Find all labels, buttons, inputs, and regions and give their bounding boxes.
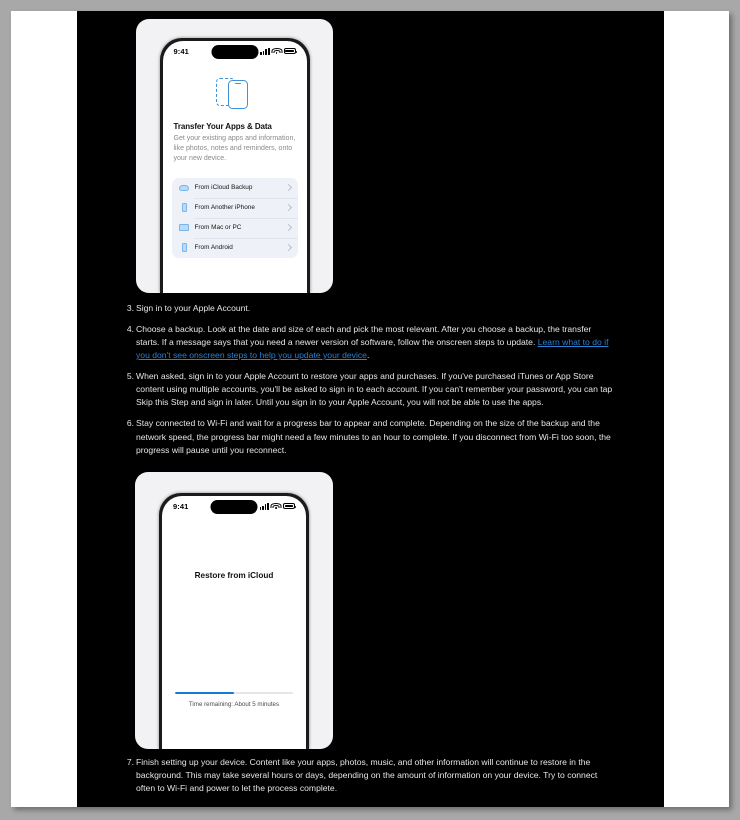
- step-number: 4.: [126, 324, 134, 335]
- iphone-screen: [162, 496, 306, 749]
- step-text-before-link: Choose a backup. Look at the date and size of each and pick the most relevant. After you choose a backup, the transfer starts. If a message says that you need a newer version of software, follow the onscreen steps to update.: [136, 324, 592, 348]
- step-text: Sign in to your Apple Account.: [136, 303, 251, 313]
- step-text: Stay connected to Wi-Fi and wait for a progress bar to appear and complete. Depending on the size of the backup and the network speed, the progress bar might need a few minutes to an hour to complete. If you disconnect from Wi-Fi too soon, the progress will pause until you reconnect.: [136, 418, 611, 455]
- option-row-mac-or-pc[interactable]: [172, 218, 298, 238]
- steps-list-lower: [122, 756, 615, 795]
- transfer-options-list: [172, 178, 298, 258]
- transfer-heading: Transfer Your Apps & Data: [173, 122, 272, 131]
- step-number: 6.: [126, 418, 134, 429]
- transfer-devices-icon: [216, 77, 254, 109]
- progress-caption: Time remaining: About 5 minutes: [188, 701, 280, 708]
- transfer-subtext: Get your existing apps and information, like photos, notes and reminders, onto your new device.: [173, 135, 296, 162]
- option-row-android[interactable]: [172, 238, 298, 258]
- restore-screen-title: Restore from iCloud: [194, 571, 274, 580]
- update-device-help-link[interactable]: Learn what to do if you don't see onscreen steps to help you update your device: [136, 337, 609, 361]
- page-sheet: [11, 11, 729, 807]
- progress-bar-fill: [175, 692, 234, 694]
- battery-icon: [283, 503, 295, 510]
- step-item-3: [122, 302, 615, 315]
- dynamic-island: [211, 500, 258, 514]
- wifi-icon: [272, 48, 281, 55]
- status-bar-indicators: [260, 48, 295, 55]
- status-bar-time: 9:41: [173, 501, 189, 511]
- status-bar: [163, 41, 307, 61]
- step-text-after-link: .: [366, 350, 370, 361]
- iphone-icon: [179, 203, 190, 212]
- battery-icon: [284, 48, 296, 55]
- option-label: From iCloud Backup: [194, 184, 253, 192]
- cellular-signal-icon: [260, 503, 269, 510]
- steps-list-upper: [122, 302, 615, 457]
- wifi-icon: [272, 503, 281, 510]
- laptop-icon: [179, 224, 190, 231]
- step-number: 5.: [126, 371, 134, 382]
- progress-bar-track: [175, 692, 293, 694]
- step-text: When asked, sign in to your Apple Account to restore your apps and purchases. If you've purchased iTunes or App Store content using multiple accounts, you'll be asked to sign in to each account. If you can't remember your password, you can tap Skip this Step and sign in later. Until you sign in to your Apple Account, you will not be able to use the apps.: [136, 371, 613, 408]
- iphone-screen: [163, 41, 307, 293]
- option-label: From Another iPhone: [194, 204, 255, 212]
- chevron-right-icon: [284, 204, 291, 211]
- step-text: Finish setting up your device. Content like your apps, photos, music, and other information will continue to restore in the background. This may take several hours or days, depending on the amount of information on your device. Try to connect often to Wi-Fi and power to let the process complete.: [136, 757, 598, 794]
- step-item-5: [122, 370, 615, 409]
- figure-restore-from-icloud: [135, 472, 333, 749]
- status-bar-indicators: [260, 503, 295, 510]
- iphone-mockup-frame: [160, 38, 310, 293]
- step-item-4: [122, 323, 615, 362]
- step-item-7: [122, 756, 615, 795]
- step-item-6: [122, 417, 615, 456]
- step-number: 3.: [126, 303, 134, 313]
- cellular-signal-icon: [260, 48, 269, 55]
- iphone-mockup-frame: [159, 493, 309, 749]
- chevron-right-icon: [284, 224, 291, 231]
- cloud-icon: [179, 185, 190, 191]
- dynamic-island: [211, 45, 258, 59]
- step-number: 7.: [126, 757, 134, 767]
- option-label: From Mac or PC: [194, 224, 242, 232]
- restore-progress-area: [175, 692, 293, 708]
- chevron-right-icon: [284, 184, 291, 191]
- figure-transfer-apps-data: [136, 19, 333, 293]
- android-icon: [179, 243, 190, 252]
- status-bar: [162, 496, 306, 516]
- chevron-right-icon: [284, 244, 291, 251]
- status-bar-time: 9:41: [173, 46, 189, 56]
- option-label: From Android: [194, 244, 233, 252]
- option-row-another-iphone[interactable]: [172, 198, 298, 218]
- document-content-column: [77, 11, 664, 807]
- option-row-icloud-backup[interactable]: [172, 178, 298, 198]
